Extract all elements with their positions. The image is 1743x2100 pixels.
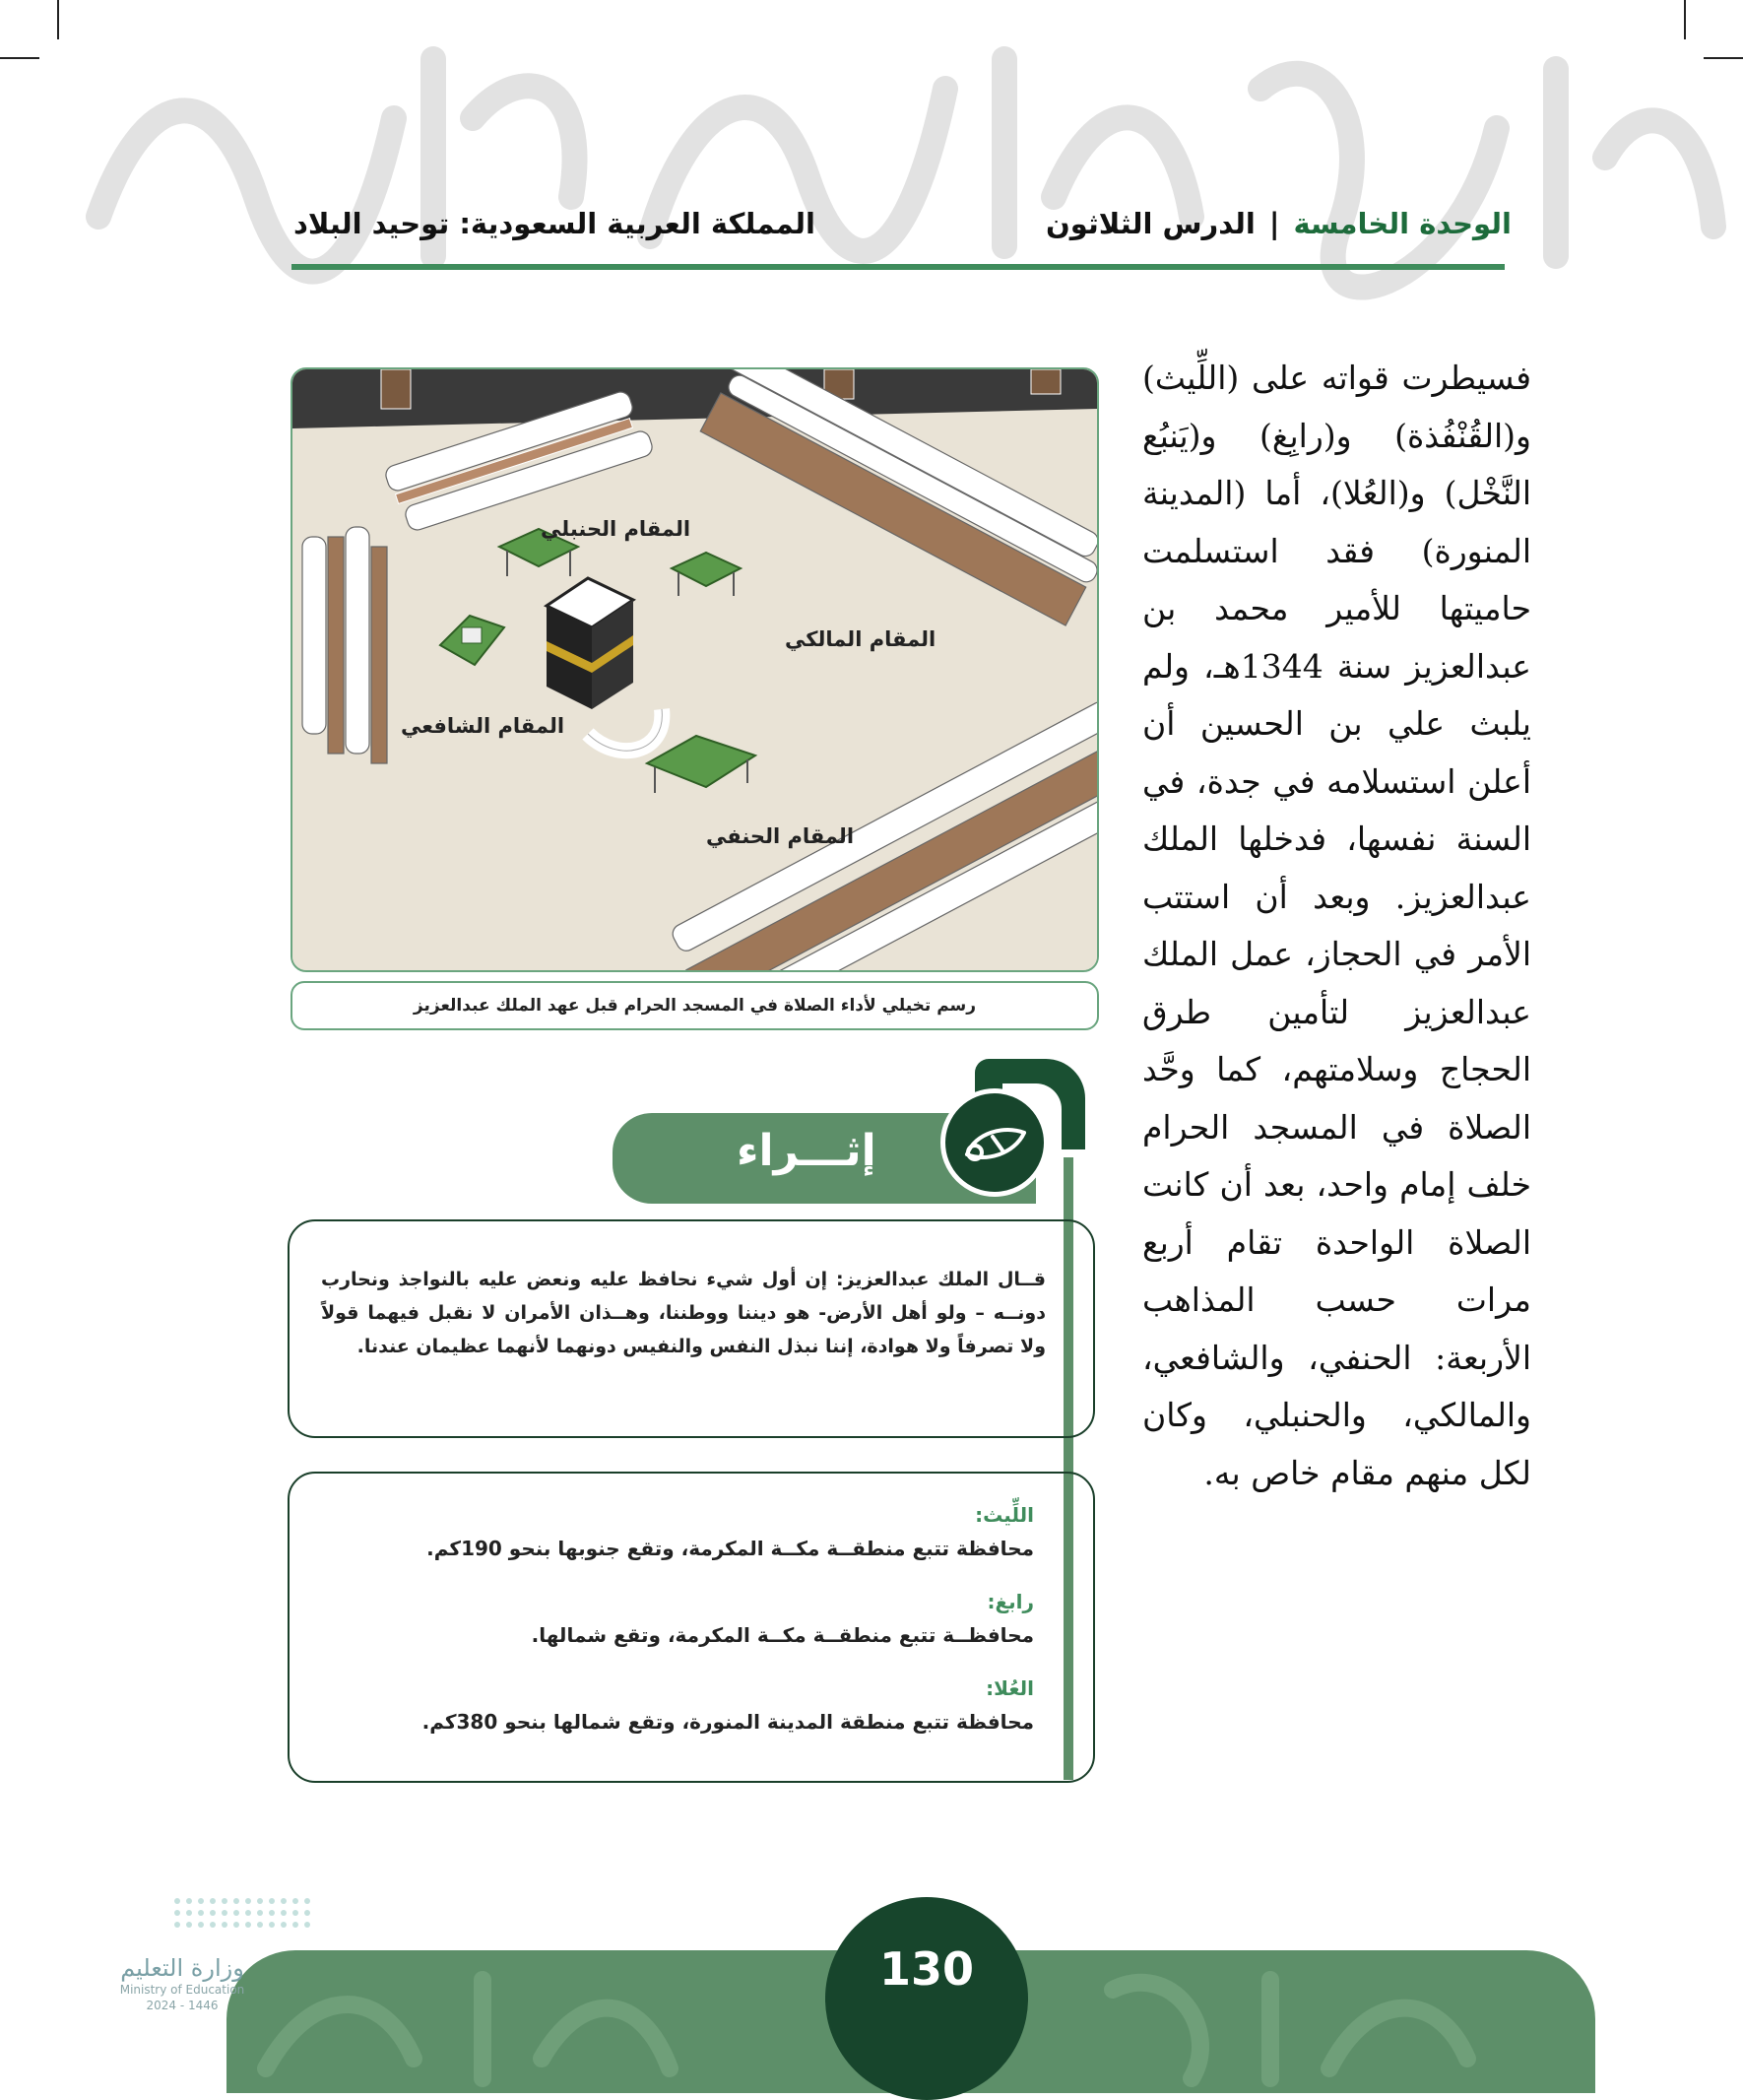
- quote-box: [288, 1219, 1095, 1438]
- glossary-term: رابغ:: [987, 1590, 1034, 1613]
- ministry-name-en: Ministry of Education: [119, 1983, 245, 1997]
- ministry-name: وزارة التعليم: [120, 1954, 244, 1982]
- unit-title: الوحدة الخامسة: [1293, 207, 1512, 240]
- page-number-circle: [825, 1897, 1028, 2100]
- glossary-definition: محافظــة تتبع منطقــة مكــة المكرمة، وتقع شمالها.: [531, 1623, 1034, 1647]
- king-quote: قــال الملك عبدالعزيز: إن أول شيء نحافظ عليه ونعض عليه بالنواجذ ونحارب دونــه – ولو أهل الأرض- هو ديننا ووطننا، وهــذان الأمران لا نقبل فيهما قولاً ولا تصرفاً ولا هوادة، إننا نبذل النفس والنفيس دونهما لأنهما عظيمان عندنا.: [321, 1269, 1046, 1357]
- header-unit-lesson: [1046, 207, 1512, 240]
- glossary-box: [288, 1472, 1095, 1783]
- label-hanafi: المقام الحنفي: [706, 824, 855, 848]
- ministry-subtitle: [98, 1982, 266, 2013]
- illustration-caption: رسم تخيلي لأداء الصلاة في المسجد الحرام قبل عهد الملك عبدالعزيز: [290, 981, 1099, 1030]
- header-divider: [291, 264, 1505, 270]
- lesson-title: الدرس الثلاثون: [1045, 207, 1256, 240]
- label-hanbali: المقام الحنبلي: [541, 517, 691, 541]
- crop-mark: [0, 57, 39, 59]
- crop-mark: [57, 0, 59, 39]
- page-title: المملكة العربية السعودية: توحيد البلاد: [293, 207, 815, 240]
- label-maliki: المقام المالكي: [785, 627, 936, 651]
- calligraphy-background: [59, 0, 1733, 325]
- scroll-icon: [940, 1088, 1049, 1197]
- page-number: 130: [878, 1942, 975, 1996]
- body-paragraph: فسيطرت قواته على (اللِّيث) و(القُنْفُذة) و(رابِغ) و(يَنبُع النَّخْل) و(العُلا)، أما (المدينة المنورة) فقد استسلمت حاميتها للأمير محمد بن عبدالعزيز سنة 1344هـ، ولم يلبث علي بن الحسين أن أعلن استسلامه في جدة، في السنة نفسها، فدخلها الملك عبدالعزيز. وبعد أن استتب الأمر في الحجاز، عمل الملك عبدالعزيز لتأمين طرق الحجاج وسلامتهم، كما وحَّد الصلاة في المسجد الحرام خلف إمام واحد، بعد أن كانت الصلاة الواحدة تقام أربع مرات حسب المذاهب الأربعة: الحنفي، والشافعي، والمالكي، والحنبلي، وكان لكل منهم مقام خاص به.: [1142, 359, 1531, 1492]
- crop-mark: [1704, 57, 1743, 59]
- haram-illustration: [290, 367, 1099, 972]
- glossary-term: العُلا:: [986, 1676, 1034, 1700]
- ministry-year: 2024 - 1446: [146, 1999, 219, 2012]
- glossary-term: اللِّيث:: [975, 1503, 1034, 1527]
- glossary-definition: محافظة تتبع منطقــة مكــة المكرمة، وتقع جنوبها بنحو 190كم.: [426, 1537, 1034, 1560]
- header-separator: |: [1268, 207, 1280, 240]
- label-shafii: المقام الشافعي: [401, 714, 565, 738]
- crop-mark: [1684, 0, 1686, 39]
- glossary-definition: محافظة تتبع منطقة المدينة المنورة، وتقع شمالها بنحو 380كم.: [421, 1710, 1034, 1734]
- ithraa-title: إثـــراء: [737, 1126, 876, 1176]
